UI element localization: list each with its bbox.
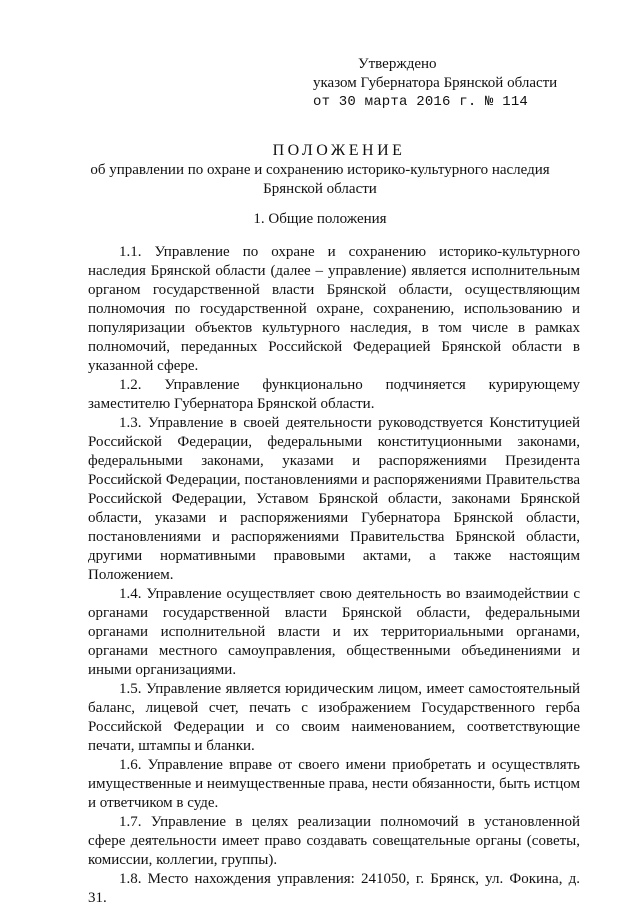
title-main: ПОЛОЖЕНИЕ: [272, 142, 406, 159]
paragraph-1-7: 1.7. Управление в целях реализации полномочий в установленной сфере деятельности имеет право создавать совещательные органы (советы, комиссии, коллегии, группы).: [88, 814, 580, 868]
approval-issuer: указом Губернатора Брянской области: [313, 75, 558, 91]
approval-label: Утверждено: [358, 56, 437, 72]
title-subtitle-line-2: Брянской области: [263, 181, 377, 197]
document-body: [88, 243, 580, 908]
paragraph-1-8: 1.8. Место нахождения управления: 241050, г. Брянск, ул. Фокина, д. 31.: [88, 871, 580, 906]
title-subtitle-line-1: об управлении по охране и сохранению историко-культурного наследия: [90, 162, 550, 178]
paragraph-1-2: 1.2. Управление функционально подчиняется курирующему заместителю Губернатора Брянской области.: [88, 377, 580, 412]
paragraph-1-6: 1.6. Управление вправе от своего имени приобретать и осуществлять имущественные и неимущественные права, нести обязанности, быть истцом и ответчиком в суде.: [88, 757, 580, 811]
document-title: [0, 141, 640, 199]
approval-date-number: от 30 марта 2016 г. № 114: [313, 94, 529, 110]
paragraph-1-4: 1.4. Управление осуществляет свою деятельность во взаимодействии с органами государственной власти Брянской области, федеральными органами исполнительной власти и их территориальными органами, органами местного самоуправления, общественными объединениями и иными организациями.: [88, 586, 580, 678]
section-heading: 1. Общие положения: [253, 211, 387, 227]
paragraph-1-3: 1.3. Управление в своей деятельности руководствуется Конституцией Российской Федерации, федеральными конституционными законами, федеральными законами, указами и распоряжениями Президента Российской Федерации, постановлениями и распоряжениями Правительства Российской Федерации, Уставом Брянской области, законами Брянской области, указами и распоряжениями Губернатора Брянской области, постановлениями и распоряжениями Правительства Брянской области, другими нормативными правовыми актами, а также настоящим Положением.: [88, 415, 580, 583]
paragraph-1-5: 1.5. Управление является юридическим лицом, имеет самостоятельный баланс, лицевой счет, печать с изображением Государственного герба Российской Федерации и со своим наименованием, соответствующие печати, штампы и бланки.: [88, 681, 580, 754]
paragraph-1-1: 1.1. Управление по охране и сохранению историко-культурного наследия Брянской области (далее – управление) является исполнительным органом государственной власти Брянской области, осуществляющим полномочия по государственной охране, сохранению, использованию и популяризации объектов культурного наследия, в том числе в рамках полномочий, переданных Российской Федерацией Брянской области в указанной сфере.: [88, 244, 580, 374]
approval-stamp: [313, 55, 557, 112]
